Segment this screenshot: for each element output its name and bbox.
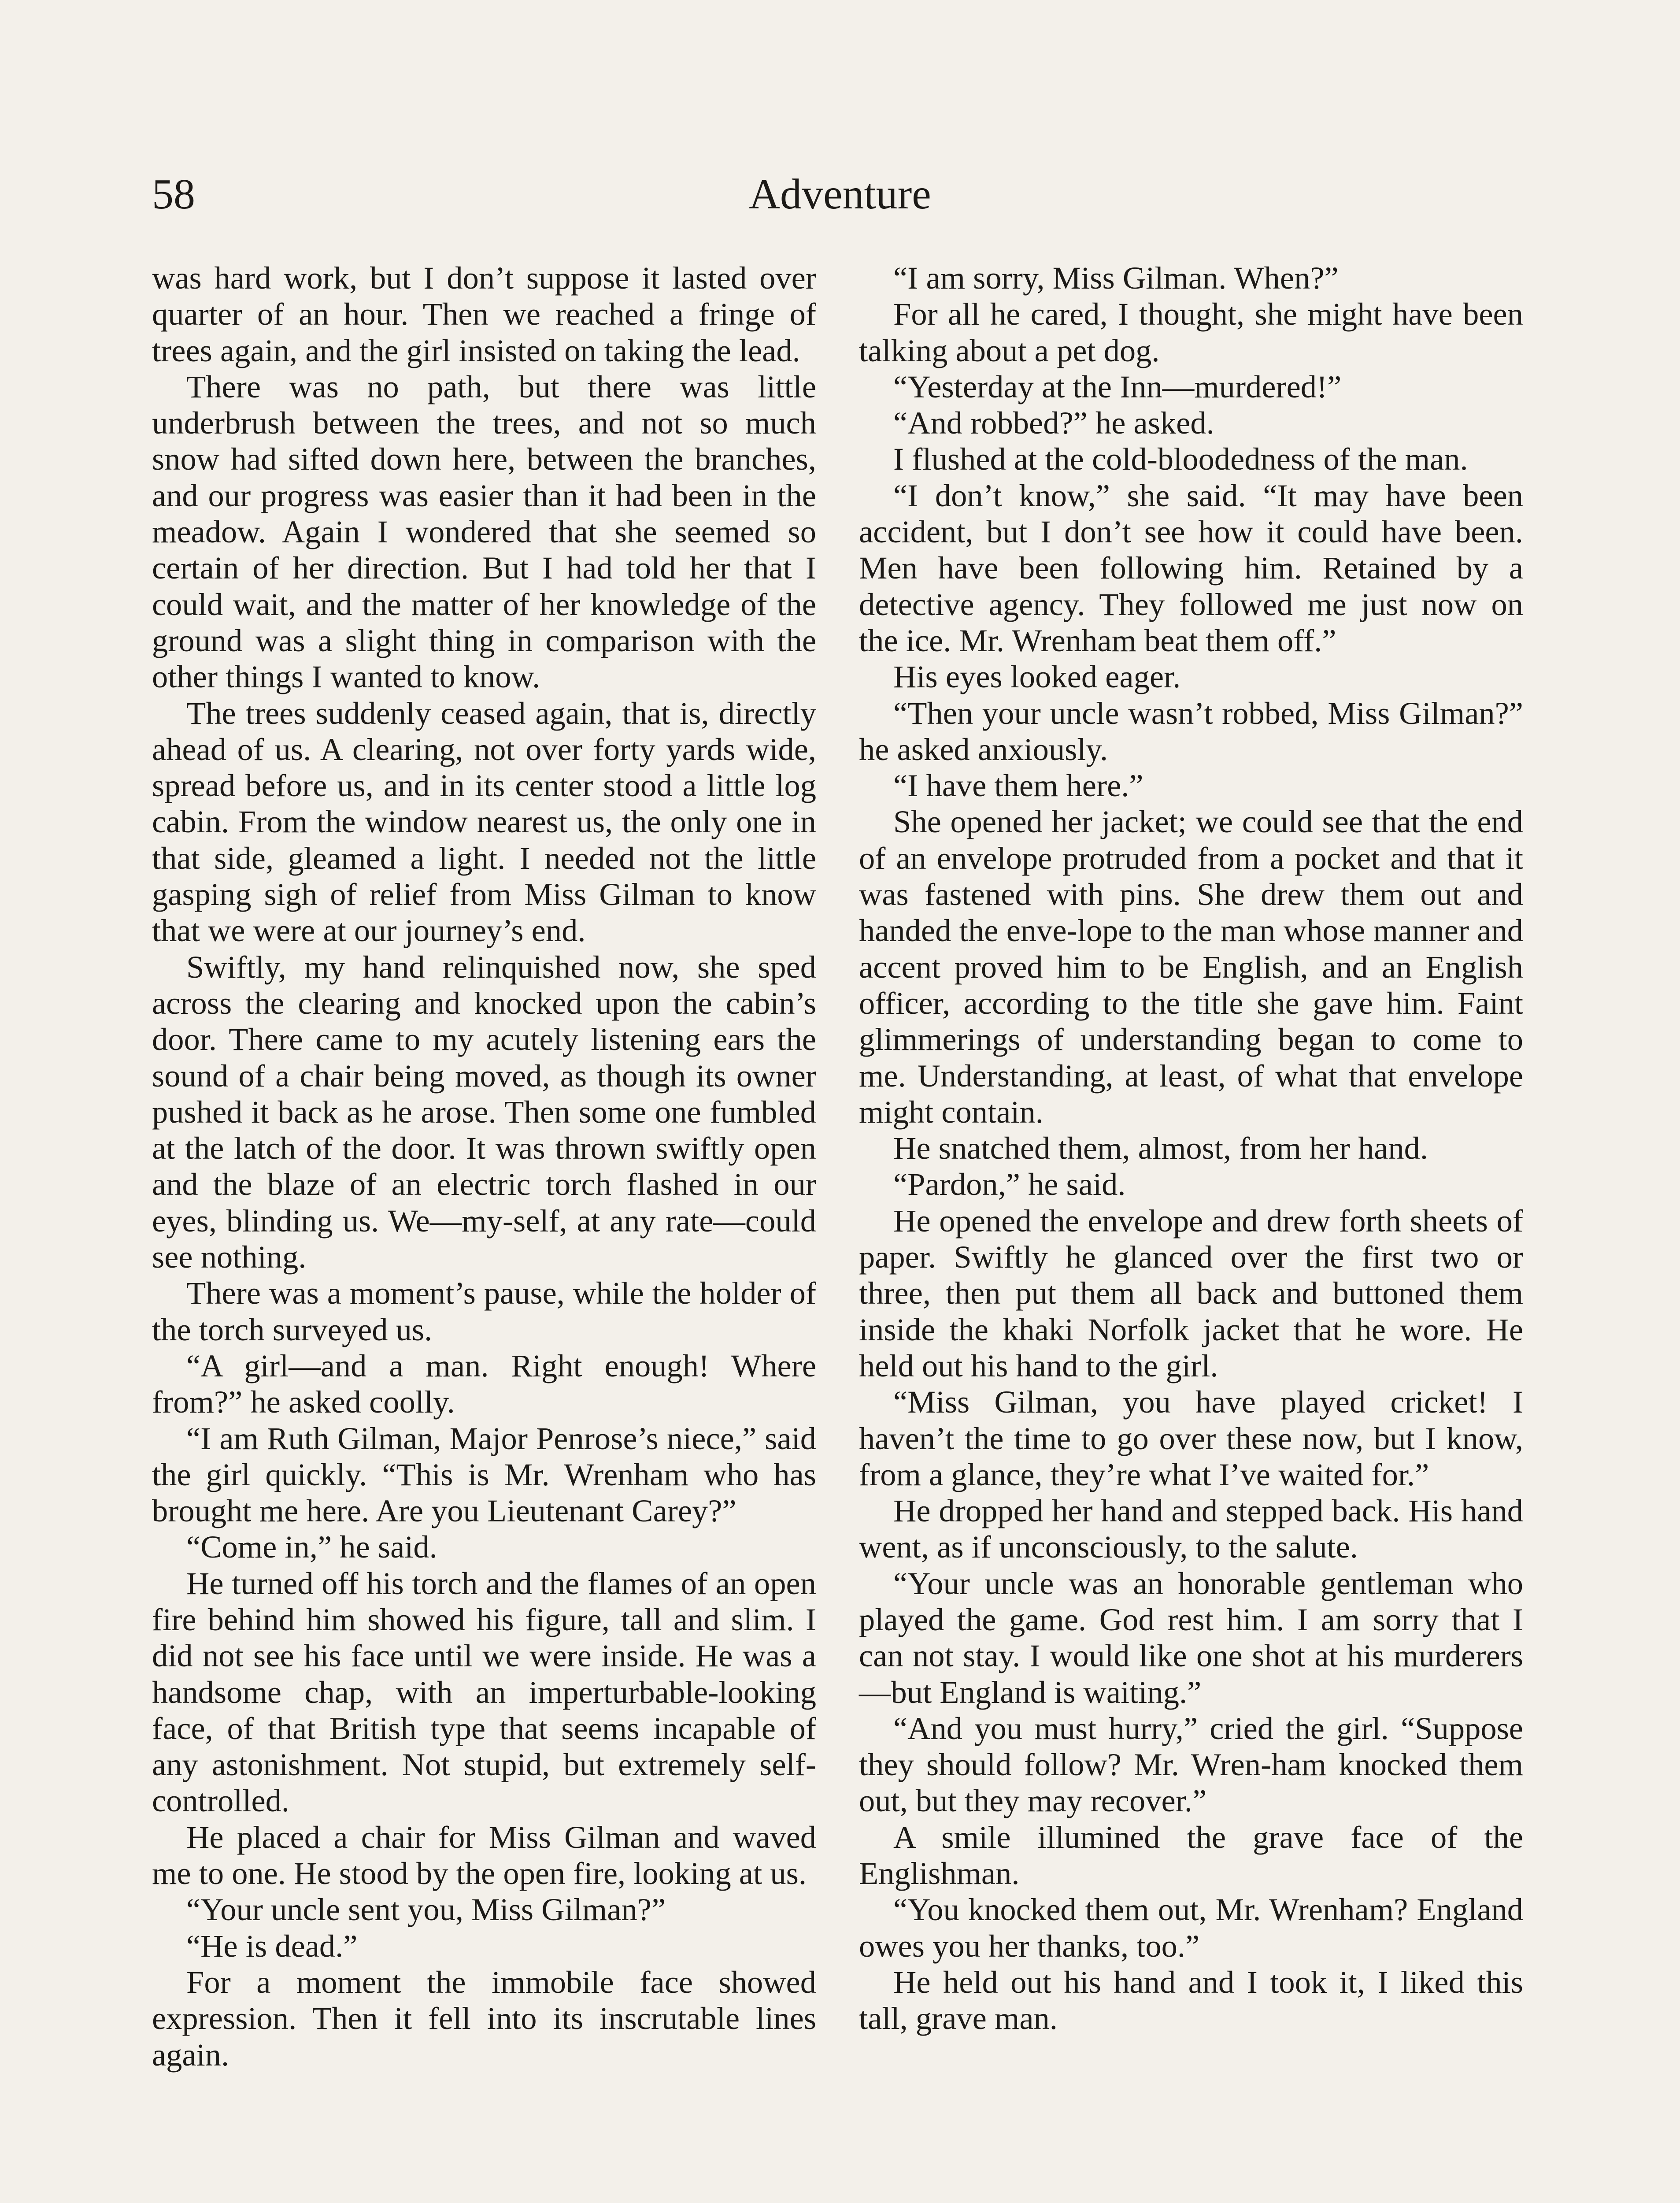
paragraph: There was no path, but there was little underbrush between the trees, and not so much snow had sifted down here, between the branches, and our progress was easier than it had been in the meadow. Again I wondered that she seemed so certain of her direction. But I had told her that I could wait, and the matter of her knowledge of the ground was a slight thing in comparison with the other things I wanted to know. (152, 368, 816, 695)
paragraph: He turned off his torch and the flames of an open fire behind him showed his figure, tall and slim. I did not see his face until we were inside. He was a handsome chap, with an imperturbable-looking face, of that British type that seems incapable of any astonishment. Not stupid, but extremely self-controlled. (152, 1565, 816, 1819)
paragraph: “Then your uncle wasn’t robbed, Miss Gilman?” he asked anxiously. (859, 695, 1523, 767)
paragraph: A smile illumined the grave face of the Englishman. (859, 1819, 1523, 1891)
paragraph: He dropped her hand and stepped back. His hand went, as if unconsciously, to the salute. (859, 1493, 1523, 1565)
right-column (859, 260, 1523, 2037)
paragraph: “Miss Gilman, you have played cricket! I haven’t the time to go over these now, but I know, from a glance, they’re what I’ve waited for.” (859, 1384, 1523, 1492)
paragraph: “And robbed?” he asked. (893, 405, 1214, 441)
running-title: Adventure (749, 171, 931, 218)
paragraph: “I am Ruth Gilman, Major Penrose’s niece,” said the girl quickly. “This is Mr. Wrenham who has brought me here. Are you Lieutenant Carey?” (152, 1420, 816, 1529)
paragraph: For a moment the immobile face showed expression. Then it fell into its inscrutable lines again. (152, 1964, 816, 2073)
paragraph: was hard work, but I don’t suppose it lasted over quarter of an hour. Then we reached a fringe of trees again, and the girl insisted on taking the lead. (152, 260, 816, 368)
paragraph: He placed a chair for Miss Gilman and waved me to one. He stood by the open fire, looking at us. (152, 1819, 816, 1891)
paragraph: “Your uncle sent you, Miss Gilman?” (186, 1891, 666, 1928)
paragraph: He held out his hand and I took it, I liked this tall, grave man. (859, 1964, 1523, 2036)
paragraph: “Your uncle was an honorable gentleman who played the game. God rest him. I am sorry that I can not stay. I would like one shot at his murderers—but England is waiting.” (859, 1565, 1523, 1710)
paragraph: I flushed at the cold-bloodedness of the man. (893, 441, 1468, 477)
paragraph: He snatched them, almost, from her hand. (893, 1130, 1428, 1166)
paragraph: “I am sorry, Miss Gilman. When?” (893, 260, 1339, 296)
paragraph: Swiftly, my hand relinquished now, she sped across the clearing and knocked upon the cabin’s door. There came to my acutely listening ears the sound of a chair being moved, as though its owner pushed it back as he arose. Then some one fumbled at the latch of the door. It was thrown swiftly open and the blaze of an electric torch flashed in our eyes, blinding us. We—my-self, at any rate—could see nothing. (152, 949, 816, 1275)
paragraph: “He is dead.” (186, 1928, 358, 1964)
paragraph: There was a moment’s pause, while the holder of the torch surveyed us. (152, 1275, 816, 1347)
paragraph: The trees suddenly ceased again, that is, directly ahead of us. A clearing, not over forty yards wide, spread before us, and in its center stood a little log cabin. From the window nearest us, the only one in that side, gleamed a light. I needed not the little gasping sigh of relief from Miss Gilman to know that we were at our journey’s end. (152, 695, 816, 949)
page-number: 58 (152, 171, 195, 218)
paragraph: “Come in,” he said. (186, 1529, 437, 1565)
paragraph: “And you must hurry,” cried the girl. “Suppose they should follow? Mr. Wren-ham knocked them out, but they may recover.” (859, 1710, 1523, 1819)
paragraph: “I don’t know,” she said. “It may have been accident, but I don’t see how it could have been. Men have been following him. Retained by a detective agency. They followed me just now on the ice. Mr. Wrenham beat them off.” (859, 477, 1523, 658)
paragraph: “A girl—and a man. Right enough! Where from?” he asked coolly. (152, 1347, 816, 1420)
paragraph: “Pardon,” he said. (893, 1166, 1126, 1202)
left-column (152, 260, 816, 2073)
paragraph: She opened her jacket; we could see that the end of an envelope protruded from a pocket and that it was fastened with pins. She drew them out and handed the enve-lope to the man whose manner and accent proved him to be English, and an English officer, according to the title she gave him. Faint glimmerings of understanding began to come to me. Understanding, at least, of what that envelope might contain. (859, 804, 1523, 1130)
paragraph: His eyes looked eager. (893, 659, 1181, 695)
paragraph: For all he cared, I thought, she might have been talking about a pet dog. (859, 296, 1523, 368)
paragraph: “I have them here.” (893, 768, 1143, 804)
paragraph: He opened the envelope and drew forth sheets of paper. Swiftly he glanced over the first two or three, then put them all back and buttoned them inside the khaki Norfolk jacket that he wore. He held out his hand to the girl. (859, 1202, 1523, 1383)
paragraph: “Yesterday at the Inn—murdered!” (893, 368, 1342, 404)
paragraph: “You knocked them out, Mr. Wrenham? England owes you her thanks, too.” (859, 1891, 1523, 1964)
